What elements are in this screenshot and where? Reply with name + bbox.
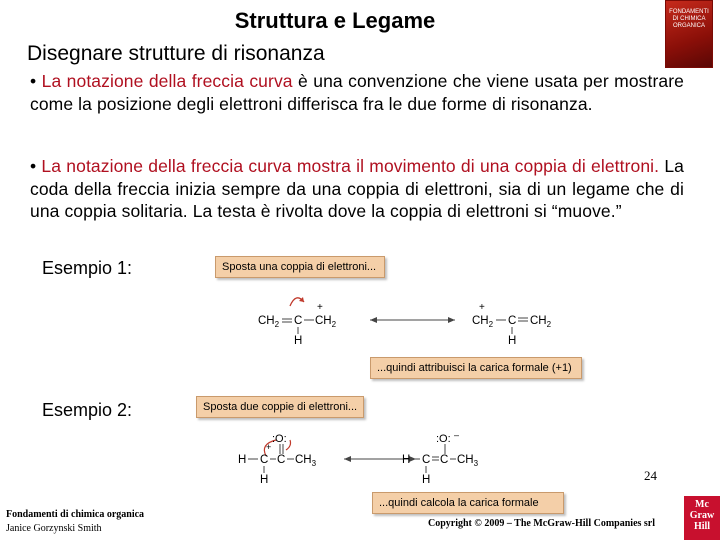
mcgraw-hill-logo: Mc Graw Hill: [684, 496, 720, 540]
paragraph-2-highlight: La notazione della freccia curva mostra il movimento di una coppia di elettroni.: [41, 156, 660, 176]
ch3-left: $CH_3$: [295, 454, 317, 468]
oxygen-right: :O:: [436, 433, 451, 445]
example-2-top-box: Sposta due coppie di elettroni...: [196, 396, 364, 418]
ch3-right: $CH_3$: [457, 454, 479, 468]
c-right: C: [508, 315, 517, 327]
book-cover-text: FONDAMENTI DI CHIMICA ORGANICA: [669, 9, 709, 29]
plus-charge-right: +: [479, 302, 485, 313]
curved-arrow-2: [286, 440, 291, 450]
paragraph-2-text: La coda della freccia inizia sempre da una coppia di elettroni, sia di un legame che di una coppia solitaria. La testa è rivolta dove la coppia di elettroni si “muove.”: [30, 156, 684, 221]
h-left: H: [238, 454, 247, 466]
footer-book-title: Fondamenti di chimica organica: [6, 509, 145, 520]
footer-author: Janice Gorzynski Smith: [6, 523, 102, 534]
ch2-left: $CH_2$: [258, 315, 280, 329]
footer-copyright: Copyright © 2009 – The McGraw-Hill Companies srl: [428, 518, 656, 529]
h-atom: H: [294, 335, 303, 347]
h-right: H: [402, 454, 411, 466]
h-bottom-left: H: [260, 474, 269, 486]
plus-charge: +: [317, 302, 323, 313]
c2-left: C: [277, 454, 286, 466]
paragraph-2: [30, 155, 684, 223]
oxygen-left: :O:: [272, 433, 287, 445]
c1-left: C: [260, 454, 269, 466]
bullet: •: [30, 71, 37, 91]
example-2-bottom-box: ...quindi calcola la carica formale: [372, 492, 564, 514]
ch2-right: $CH_2$: [315, 315, 337, 329]
minus-charge: –: [454, 430, 460, 440]
c-left: C: [294, 315, 303, 327]
plus-charge-2: +: [266, 442, 272, 452]
slide-subtitle: Disegnare strutture di risonanza: [27, 42, 325, 65]
bullet: •: [30, 156, 37, 176]
h-atom-right: H: [508, 335, 517, 347]
paragraph-1: [30, 70, 684, 115]
page-number: 24: [644, 468, 657, 483]
paragraph-1-highlight: La notazione della freccia curva: [41, 71, 293, 91]
book-cover-image: [665, 0, 713, 68]
paragraph-1-text: è una convenzione che viene usata per mostrare come la posizione degli elettroni differisca fra le due forme di risonanza.: [30, 71, 684, 114]
c2-right: C: [440, 454, 449, 466]
c1-right: C: [422, 454, 431, 466]
example-2-label: Esempio 2:: [42, 400, 133, 420]
ch2-left-right: $CH_2$: [472, 315, 494, 329]
example-1-bottom-box: ...quindi attribuisci la carica formale (+1): [370, 357, 582, 379]
example-1-top-box: Sposta una coppia di elettroni...: [215, 256, 385, 278]
example-1-label: Esempio 1:: [42, 258, 133, 278]
ch2-right-right: $CH_2$: [530, 315, 552, 329]
h-bottom-right: H: [422, 474, 431, 486]
slide-title: Struttura e Legame: [234, 8, 436, 33]
example-2-structures: [236, 428, 496, 488]
example-1-structures: [250, 290, 570, 350]
